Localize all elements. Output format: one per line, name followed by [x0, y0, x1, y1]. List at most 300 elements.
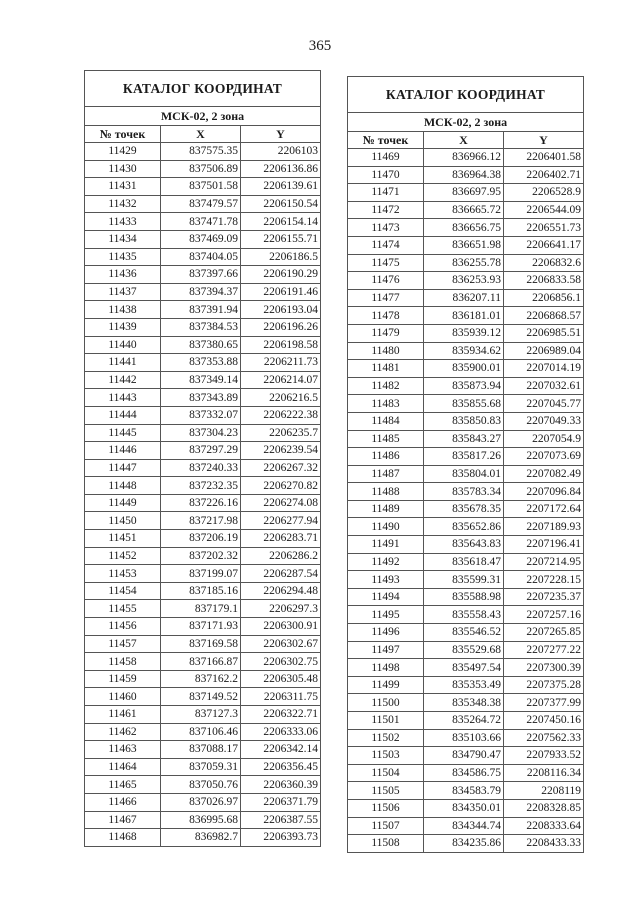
- x-coordinate-cell: 837380.65: [161, 336, 241, 354]
- y-coordinate-cell: 2206287.54: [241, 565, 321, 583]
- y-coordinate-cell: 2207196.41: [504, 536, 584, 554]
- table-row: [85, 565, 321, 583]
- y-coordinate-cell: 2206186.5: [241, 248, 321, 266]
- point-number-cell: 11459: [85, 670, 161, 688]
- y-coordinate-cell: 2206286.2: [241, 547, 321, 565]
- y-coordinate-cell: 2207377.99: [504, 694, 584, 712]
- x-coordinate-cell: 834350.01: [424, 799, 504, 817]
- point-number-cell: 11482: [348, 377, 424, 395]
- x-coordinate-cell: 836656.75: [424, 219, 504, 237]
- table-row: [348, 659, 584, 677]
- y-coordinate-cell: 2206154.14: [241, 213, 321, 231]
- y-coordinate-cell: 2207933.52: [504, 747, 584, 765]
- table-row: [85, 248, 321, 266]
- table-row: [348, 448, 584, 466]
- table-row: [348, 553, 584, 571]
- x-coordinate-cell: 837202.32: [161, 547, 241, 565]
- table-row: [348, 624, 584, 642]
- x-coordinate-cell: 837106.46: [161, 723, 241, 741]
- x-coordinate-cell: 837169.58: [161, 635, 241, 653]
- point-number-cell: 11479: [348, 324, 424, 342]
- x-coordinate-cell: 837384.53: [161, 318, 241, 336]
- table-row: [348, 817, 584, 835]
- y-coordinate-cell: 2206300.91: [241, 618, 321, 636]
- x-coordinate-cell: 835353.49: [424, 676, 504, 694]
- y-coordinate-cell: 2206267.32: [241, 459, 321, 477]
- y-coordinate-cell: 2207032.61: [504, 377, 584, 395]
- y-coordinate-cell: 2207189.93: [504, 518, 584, 536]
- x-coordinate-cell: 835103.66: [424, 729, 504, 747]
- coordinate-catalog-table-left: [84, 70, 321, 847]
- table-row: [348, 166, 584, 184]
- point-number-cell: 11438: [85, 301, 161, 319]
- point-number-cell: 11448: [85, 477, 161, 495]
- point-number-cell: 11486: [348, 448, 424, 466]
- table-row: [85, 670, 321, 688]
- point-number-cell: 11444: [85, 406, 161, 424]
- table-row: [348, 483, 584, 501]
- column-header-point-number: № точек: [348, 132, 424, 149]
- x-coordinate-cell: 835497.54: [424, 659, 504, 677]
- x-coordinate-cell: 835934.62: [424, 342, 504, 360]
- point-number-cell: 11454: [85, 582, 161, 600]
- x-coordinate-cell: 837471.78: [161, 213, 241, 231]
- point-number-cell: 11445: [85, 424, 161, 442]
- x-coordinate-cell: 835558.43: [424, 606, 504, 624]
- catalog-subtitle: МСК-02, 2 зона: [85, 107, 321, 126]
- point-number-cell: 11487: [348, 465, 424, 483]
- column-header-y: Y: [241, 126, 321, 143]
- table-row: [85, 424, 321, 442]
- y-coordinate-cell: 2206311.75: [241, 688, 321, 706]
- point-number-cell: 11431: [85, 178, 161, 196]
- table-row: [348, 764, 584, 782]
- x-coordinate-cell: 835855.68: [424, 395, 504, 413]
- y-coordinate-cell: 2206270.82: [241, 477, 321, 495]
- x-coordinate-cell: 835783.34: [424, 483, 504, 501]
- point-number-cell: 11506: [348, 799, 424, 817]
- x-coordinate-cell: 835264.72: [424, 712, 504, 730]
- y-coordinate-cell: 2207562.33: [504, 729, 584, 747]
- table-row: [85, 354, 321, 372]
- y-coordinate-cell: 2206139.61: [241, 178, 321, 196]
- table-row: [85, 494, 321, 512]
- point-number-cell: 11489: [348, 500, 424, 518]
- table-row: [348, 536, 584, 554]
- x-coordinate-cell: 835588.98: [424, 588, 504, 606]
- y-coordinate-cell: 2206211.73: [241, 354, 321, 372]
- point-number-cell: 11435: [85, 248, 161, 266]
- x-coordinate-cell: 837185.16: [161, 582, 241, 600]
- x-coordinate-cell: 837206.19: [161, 530, 241, 548]
- table-row: [348, 236, 584, 254]
- table-row: [85, 635, 321, 653]
- table-row: [85, 758, 321, 776]
- table-row: [348, 694, 584, 712]
- point-number-cell: 11483: [348, 395, 424, 413]
- table-row: [348, 412, 584, 430]
- y-coordinate-cell: 2206239.54: [241, 442, 321, 460]
- point-number-cell: 11502: [348, 729, 424, 747]
- point-number-cell: 11496: [348, 624, 424, 642]
- table-row: [85, 301, 321, 319]
- x-coordinate-cell: 835900.01: [424, 360, 504, 378]
- y-coordinate-cell: 2207228.15: [504, 571, 584, 589]
- x-coordinate-cell: 836255.78: [424, 254, 504, 272]
- table-row: [348, 747, 584, 765]
- y-coordinate-cell: 2206544.09: [504, 201, 584, 219]
- point-number-cell: 11495: [348, 606, 424, 624]
- y-coordinate-cell: 2206305.48: [241, 670, 321, 688]
- point-number-cell: 11451: [85, 530, 161, 548]
- x-coordinate-cell: 837297.29: [161, 442, 241, 460]
- x-coordinate-cell: 835546.52: [424, 624, 504, 642]
- x-coordinate-cell: 836665.72: [424, 201, 504, 219]
- point-number-cell: 11468: [85, 829, 161, 847]
- point-number-cell: 11472: [348, 201, 424, 219]
- point-number-cell: 11461: [85, 706, 161, 724]
- table-row: [85, 389, 321, 407]
- point-number-cell: 11505: [348, 782, 424, 800]
- x-coordinate-cell: 836964.38: [424, 166, 504, 184]
- x-coordinate-cell: 834586.75: [424, 764, 504, 782]
- coordinate-catalog-table-right: [347, 76, 584, 853]
- x-coordinate-cell: 836651.98: [424, 236, 504, 254]
- x-coordinate-cell: 837349.14: [161, 371, 241, 389]
- table-row: [348, 571, 584, 589]
- table-row: [85, 336, 321, 354]
- y-coordinate-cell: 2206985.51: [504, 324, 584, 342]
- y-coordinate-cell: 2206868.57: [504, 307, 584, 325]
- table-row: [85, 160, 321, 178]
- point-number-cell: 11443: [85, 389, 161, 407]
- table-row: [85, 547, 321, 565]
- table-row: [85, 477, 321, 495]
- point-number-cell: 11442: [85, 371, 161, 389]
- y-coordinate-cell: 2206302.67: [241, 635, 321, 653]
- table-row: [348, 307, 584, 325]
- table-row: [348, 360, 584, 378]
- point-number-cell: 11497: [348, 641, 424, 659]
- x-coordinate-cell: 837479.57: [161, 195, 241, 213]
- column-header-y: Y: [504, 132, 584, 149]
- point-number-cell: 11467: [85, 811, 161, 829]
- catalog-title: КАТАЛОГ КООРДИНАТ: [85, 71, 321, 107]
- point-number-cell: 11432: [85, 195, 161, 213]
- table-row: [348, 465, 584, 483]
- y-coordinate-cell: 2206274.08: [241, 494, 321, 512]
- table-row: [85, 776, 321, 794]
- table-row: [348, 782, 584, 800]
- y-coordinate-cell: 2206641.17: [504, 236, 584, 254]
- x-coordinate-cell: 837127.3: [161, 706, 241, 724]
- x-coordinate-cell: 834583.79: [424, 782, 504, 800]
- x-coordinate-cell: 837332.07: [161, 406, 241, 424]
- column-header-x: X: [161, 126, 241, 143]
- table-row: [348, 729, 584, 747]
- y-coordinate-cell: 2206989.04: [504, 342, 584, 360]
- table-row: [348, 799, 584, 817]
- y-coordinate-cell: 2206196.26: [241, 318, 321, 336]
- x-coordinate-cell: 837171.93: [161, 618, 241, 636]
- x-coordinate-cell: 837232.35: [161, 477, 241, 495]
- y-coordinate-cell: 2206401.58: [504, 149, 584, 167]
- x-coordinate-cell: 835873.94: [424, 377, 504, 395]
- point-number-cell: 11499: [348, 676, 424, 694]
- y-coordinate-cell: 2207096.84: [504, 483, 584, 501]
- y-coordinate-cell: 2206322.71: [241, 706, 321, 724]
- x-coordinate-cell: 837166.87: [161, 653, 241, 671]
- x-coordinate-cell: 835850.83: [424, 412, 504, 430]
- point-number-cell: 11462: [85, 723, 161, 741]
- y-coordinate-cell: 2206155.71: [241, 230, 321, 248]
- point-number-cell: 11450: [85, 512, 161, 530]
- point-number-cell: 11491: [348, 536, 424, 554]
- y-coordinate-cell: 2206333.06: [241, 723, 321, 741]
- y-coordinate-cell: 2207172.64: [504, 500, 584, 518]
- x-coordinate-cell: 835529.68: [424, 641, 504, 659]
- x-coordinate-cell: 837506.89: [161, 160, 241, 178]
- table-row: [348, 184, 584, 202]
- point-number-cell: 11473: [348, 219, 424, 237]
- table-row: [85, 406, 321, 424]
- column-header-x: X: [424, 132, 504, 149]
- x-coordinate-cell: 837469.09: [161, 230, 241, 248]
- point-number-cell: 11433: [85, 213, 161, 231]
- point-number-cell: 11481: [348, 360, 424, 378]
- point-number-cell: 11429: [85, 143, 161, 161]
- y-coordinate-cell: 2206371.79: [241, 793, 321, 811]
- table-row: [85, 653, 321, 671]
- point-number-cell: 11492: [348, 553, 424, 571]
- y-coordinate-cell: 2206393.73: [241, 829, 321, 847]
- table-row: [348, 342, 584, 360]
- table-row: [85, 793, 321, 811]
- table-row: [85, 459, 321, 477]
- point-number-cell: 11477: [348, 289, 424, 307]
- point-number-cell: 11441: [85, 354, 161, 372]
- y-coordinate-cell: 2207300.39: [504, 659, 584, 677]
- y-coordinate-cell: 2208333.64: [504, 817, 584, 835]
- catalog-title: КАТАЛОГ КООРДИНАТ: [348, 77, 584, 113]
- point-number-cell: 11466: [85, 793, 161, 811]
- y-coordinate-cell: 2207014.19: [504, 360, 584, 378]
- x-coordinate-cell: 837179.1: [161, 600, 241, 618]
- x-coordinate-cell: 837240.33: [161, 459, 241, 477]
- x-coordinate-cell: 837353.88: [161, 354, 241, 372]
- table-row: [85, 600, 321, 618]
- point-number-cell: 11455: [85, 600, 161, 618]
- x-coordinate-cell: 836982.7: [161, 829, 241, 847]
- x-coordinate-cell: 837149.52: [161, 688, 241, 706]
- table-row: [348, 395, 584, 413]
- point-number-cell: 11471: [348, 184, 424, 202]
- table-row: [348, 588, 584, 606]
- table-row: [348, 201, 584, 219]
- y-coordinate-cell: 2207073.69: [504, 448, 584, 466]
- table-row: [348, 254, 584, 272]
- y-coordinate-cell: 2206193.04: [241, 301, 321, 319]
- catalog-subtitle: МСК-02, 2 зона: [348, 113, 584, 132]
- y-coordinate-cell: 2206283.71: [241, 530, 321, 548]
- y-coordinate-cell: 2206277.94: [241, 512, 321, 530]
- table-row: [85, 829, 321, 847]
- y-coordinate-cell: 2208328.85: [504, 799, 584, 817]
- y-coordinate-cell: 2206191.46: [241, 283, 321, 301]
- y-coordinate-cell: 2206214.07: [241, 371, 321, 389]
- y-coordinate-cell: 2206356.45: [241, 758, 321, 776]
- x-coordinate-cell: 837050.76: [161, 776, 241, 794]
- point-number-cell: 11508: [348, 835, 424, 853]
- x-coordinate-cell: 834344.74: [424, 817, 504, 835]
- x-coordinate-cell: 837575.35: [161, 143, 241, 161]
- point-number-cell: 11480: [348, 342, 424, 360]
- y-coordinate-cell: 2207450.16: [504, 712, 584, 730]
- table-row: [348, 219, 584, 237]
- x-coordinate-cell: 837394.37: [161, 283, 241, 301]
- y-coordinate-cell: 2207265.85: [504, 624, 584, 642]
- x-coordinate-cell: 835643.83: [424, 536, 504, 554]
- table-row: [348, 835, 584, 853]
- point-number-cell: 11457: [85, 635, 161, 653]
- point-number-cell: 11456: [85, 618, 161, 636]
- table-row: [85, 178, 321, 196]
- point-number-cell: 11476: [348, 272, 424, 290]
- y-coordinate-cell: 2206190.29: [241, 266, 321, 284]
- point-number-cell: 11488: [348, 483, 424, 501]
- table-row: [85, 530, 321, 548]
- table-row: [348, 606, 584, 624]
- table-row: [348, 712, 584, 730]
- point-number-cell: 11470: [348, 166, 424, 184]
- x-coordinate-cell: 836966.12: [424, 149, 504, 167]
- point-number-cell: 11447: [85, 459, 161, 477]
- x-coordinate-cell: 835348.38: [424, 694, 504, 712]
- table-row: [85, 723, 321, 741]
- x-coordinate-cell: 837026.97: [161, 793, 241, 811]
- table-row: [348, 377, 584, 395]
- x-coordinate-cell: 837391.94: [161, 301, 241, 319]
- point-number-cell: 11463: [85, 741, 161, 759]
- table-row: [85, 213, 321, 231]
- table-row: [85, 582, 321, 600]
- y-coordinate-cell: 2207049.33: [504, 412, 584, 430]
- table-row: [348, 272, 584, 290]
- table-row: [348, 430, 584, 448]
- x-coordinate-cell: 837088.17: [161, 741, 241, 759]
- y-coordinate-cell: 2207235.37: [504, 588, 584, 606]
- y-coordinate-cell: 2206856.1: [504, 289, 584, 307]
- x-coordinate-cell: 835817.26: [424, 448, 504, 466]
- point-number-cell: 11484: [348, 412, 424, 430]
- table-row: [85, 442, 321, 460]
- x-coordinate-cell: 836995.68: [161, 811, 241, 829]
- x-coordinate-cell: 835618.47: [424, 553, 504, 571]
- table-row: [85, 371, 321, 389]
- x-coordinate-cell: 836207.11: [424, 289, 504, 307]
- table-row: [348, 289, 584, 307]
- table-row: [85, 741, 321, 759]
- point-number-cell: 11500: [348, 694, 424, 712]
- column-header-point-number: № точек: [85, 126, 161, 143]
- point-number-cell: 11453: [85, 565, 161, 583]
- table-row: [85, 811, 321, 829]
- point-number-cell: 11475: [348, 254, 424, 272]
- y-coordinate-cell: 2207257.16: [504, 606, 584, 624]
- point-number-cell: 11507: [348, 817, 424, 835]
- point-number-cell: 11501: [348, 712, 424, 730]
- y-coordinate-cell: 2206402.71: [504, 166, 584, 184]
- point-number-cell: 11504: [348, 764, 424, 782]
- y-coordinate-cell: 2206302.75: [241, 653, 321, 671]
- x-coordinate-cell: 835652.86: [424, 518, 504, 536]
- y-coordinate-cell: 2206551.73: [504, 219, 584, 237]
- x-coordinate-cell: 834790.47: [424, 747, 504, 765]
- point-number-cell: 11503: [348, 747, 424, 765]
- y-coordinate-cell: 2208116.34: [504, 764, 584, 782]
- point-number-cell: 11437: [85, 283, 161, 301]
- table-row: [85, 266, 321, 284]
- y-coordinate-cell: 2206387.55: [241, 811, 321, 829]
- point-number-cell: 11494: [348, 588, 424, 606]
- x-coordinate-cell: 834235.86: [424, 835, 504, 853]
- x-coordinate-cell: 835678.35: [424, 500, 504, 518]
- point-number-cell: 11478: [348, 307, 424, 325]
- y-coordinate-cell: 2206833.58: [504, 272, 584, 290]
- table-row: [85, 512, 321, 530]
- x-coordinate-cell: 835843.27: [424, 430, 504, 448]
- table-row: [348, 324, 584, 342]
- x-coordinate-cell: 837217.98: [161, 512, 241, 530]
- y-coordinate-cell: 2207045.77: [504, 395, 584, 413]
- y-coordinate-cell: 2206103: [241, 143, 321, 161]
- point-number-cell: 11452: [85, 547, 161, 565]
- page-number: 365: [308, 38, 332, 54]
- table-row: [348, 518, 584, 536]
- x-coordinate-cell: 837162.2: [161, 670, 241, 688]
- point-number-cell: 11434: [85, 230, 161, 248]
- y-coordinate-cell: 2207214.95: [504, 553, 584, 571]
- table-row: [85, 688, 321, 706]
- table-row: [85, 230, 321, 248]
- point-number-cell: 11449: [85, 494, 161, 512]
- y-coordinate-cell: 2207082.49: [504, 465, 584, 483]
- table-row: [348, 149, 584, 167]
- y-coordinate-cell: 2206136.86: [241, 160, 321, 178]
- x-coordinate-cell: 837226.16: [161, 494, 241, 512]
- point-number-cell: 11430: [85, 160, 161, 178]
- y-coordinate-cell: 2206528.9: [504, 184, 584, 202]
- x-coordinate-cell: 837501.58: [161, 178, 241, 196]
- table-row: [85, 283, 321, 301]
- y-coordinate-cell: 2206294.48: [241, 582, 321, 600]
- point-number-cell: 11493: [348, 571, 424, 589]
- point-number-cell: 11498: [348, 659, 424, 677]
- table-row: [348, 641, 584, 659]
- x-coordinate-cell: 837304.23: [161, 424, 241, 442]
- point-number-cell: 11458: [85, 653, 161, 671]
- x-coordinate-cell: 835939.12: [424, 324, 504, 342]
- y-coordinate-cell: 2206216.5: [241, 389, 321, 407]
- y-coordinate-cell: 2207277.22: [504, 641, 584, 659]
- y-coordinate-cell: 2206235.7: [241, 424, 321, 442]
- table-row: [85, 706, 321, 724]
- y-coordinate-cell: 2206297.3: [241, 600, 321, 618]
- point-number-cell: 11490: [348, 518, 424, 536]
- x-coordinate-cell: 835804.01: [424, 465, 504, 483]
- point-number-cell: 11485: [348, 430, 424, 448]
- point-number-cell: 11446: [85, 442, 161, 460]
